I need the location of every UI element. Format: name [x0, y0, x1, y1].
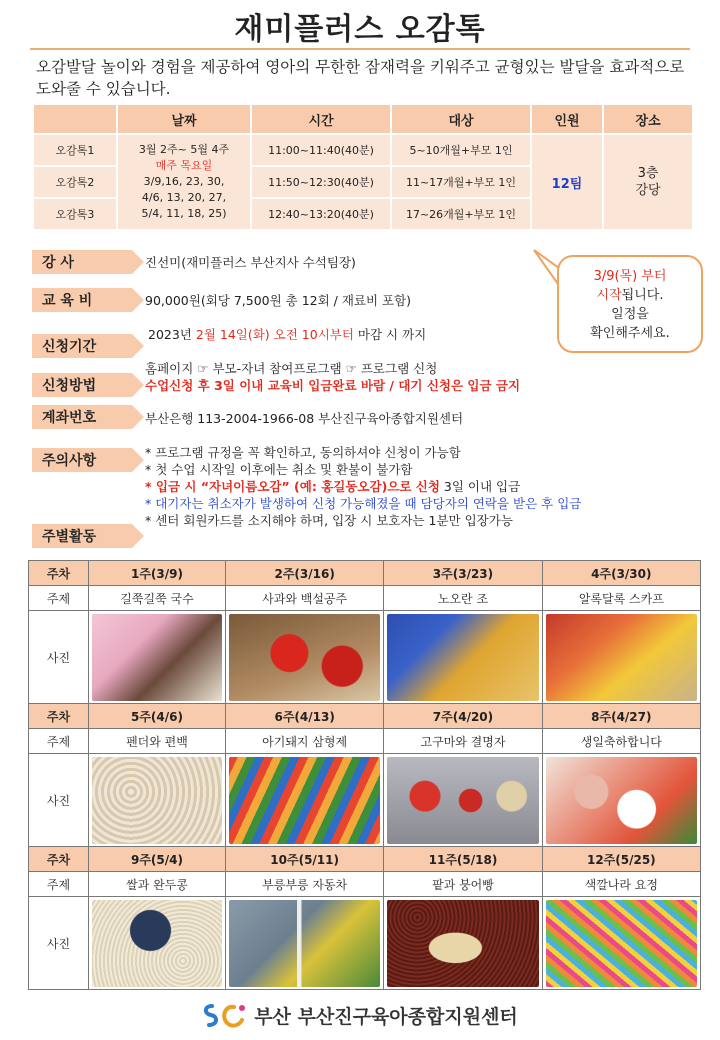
schedule-dates [117, 134, 251, 230]
theme-cell: 노오란 조 [384, 586, 542, 611]
theme-cell: 고구마와 결명자 [384, 729, 542, 754]
header-place: 장소 [603, 104, 693, 134]
photo-row-label: 사진 [29, 611, 89, 704]
theme-row [29, 729, 701, 754]
header-capacity: 인원 [531, 104, 603, 134]
footer [0, 1000, 720, 1030]
week-cell: 2주(3/16) [225, 561, 383, 586]
dates-line-1: 3/9,16, 23, 30, [143, 175, 225, 188]
photo-row [29, 611, 701, 704]
week-cell: 11주(5/18) [384, 847, 542, 872]
intro-text: 오감발달 놀이와 경험을 제공하여 영아의 무한한 잠재력을 키워주고 균형있는 발달을 효과적으로 도와줄 수 있습니다. [36, 58, 685, 98]
schedule-table [32, 103, 694, 231]
class-target: 11~17개월+부모 1인 [391, 166, 531, 198]
theme-cell: 길쭉길쭉 국수 [89, 586, 226, 611]
schedule-corner [33, 104, 117, 134]
start-date-bubble [557, 255, 703, 353]
week-cell: 8주(4/27) [542, 704, 700, 729]
week-cell: 7주(4/20) [384, 704, 542, 729]
fee-value: 90,000원(회당 7,500원 총 12회 / 재료비 포함) [145, 293, 412, 308]
theme-cell: 색깔나라 요정 [542, 872, 700, 897]
notice-item: * 프로그램 규정을 꼭 확인하고, 동의하셔야 신청이 가능함 [145, 445, 461, 460]
class-name: 오감톡1 [33, 134, 117, 166]
dates-line-2: 4/6, 13, 20, 27, [141, 191, 227, 204]
notice-item: * 센터 회원카드를 소지해야 하며, 입장 시 보호자는 1분만 입장가능 [145, 513, 513, 528]
photo-rice-peas [92, 900, 222, 987]
class-time: 12:40~13:20(40분) [251, 198, 391, 230]
photo-row-label: 사진 [29, 754, 89, 847]
notice-label: 주의사항 [32, 448, 132, 472]
schedule-header-row [33, 104, 693, 134]
theme-cell: 펜더와 편백 [89, 729, 226, 754]
week-cell: 6주(4/13) [225, 704, 383, 729]
notice-item: * 대기자는 취소자가 발생하여 신청 가능해졌을 때 담당자의 연락을 받은 후 입금 [145, 496, 582, 511]
place-line-2: 강당 [635, 183, 661, 198]
notice-deposit-rule: * 입금 시 “자녀이름오감” (예: 홍길동오감)으로 신청 [145, 479, 440, 494]
bubble-line-2-rest: 됩니다. [621, 288, 664, 303]
photo-cell [89, 897, 226, 990]
period-label: 신청기간 [32, 334, 132, 358]
week-cell: 10주(5/11) [225, 847, 383, 872]
period-value [148, 326, 426, 343]
week-row [29, 847, 701, 872]
instructor-value: 진선미(재미플러스 부산지사 수석팀장) [145, 255, 356, 270]
photo-cell [542, 611, 700, 704]
notice-item [145, 478, 581, 495]
theme-row [29, 872, 701, 897]
notice-list [145, 444, 581, 529]
photo-dolls [387, 757, 538, 844]
bubble-line-4: 확인해주세요. [590, 326, 670, 341]
bubble-line-3: 일정을 [611, 307, 649, 322]
week-row-label: 주차 [29, 847, 89, 872]
week-row-label: 주차 [29, 704, 89, 729]
photo-cypress [92, 757, 222, 844]
photo-cell [89, 611, 226, 704]
instructor-label: 강 사 [32, 250, 132, 274]
day-of-week: 매주 목요일 [155, 159, 213, 172]
photo-cell [89, 754, 226, 847]
header-time: 시간 [251, 104, 391, 134]
method-label: 신청방법 [32, 373, 132, 397]
footer-org-name: 부산 부산진구육아종합지원센터 [254, 1005, 518, 1028]
method-line-2: 수업신청 후 3일 이내 교육비 입금완료 바람 / 대기 신청은 입금 금지 [145, 378, 521, 393]
week-row-label: 주차 [29, 561, 89, 586]
method-line-1: 홈페이지 ☞ 부모-자녀 참여프로그램 ☞ 프로그램 신청 [145, 361, 438, 376]
header-target: 대상 [391, 104, 531, 134]
theme-cell: 아기돼지 삼형제 [225, 729, 383, 754]
period-year: 2023년 [148, 327, 196, 342]
photo-cell [542, 754, 700, 847]
week-row [29, 704, 701, 729]
class-target: 5~10개월+부모 1인 [391, 134, 531, 166]
notice-deposit-deadline: 3일 이내 입금 [439, 479, 521, 494]
header-date: 날짜 [117, 104, 251, 134]
theme-row-label: 주제 [29, 729, 89, 754]
theme-row-label: 주제 [29, 586, 89, 611]
photo-cell [225, 754, 383, 847]
week-cell: 9주(5/4) [89, 847, 226, 872]
photo-fish-bread [387, 900, 538, 987]
photo-row [29, 754, 701, 847]
photo-color-strips [546, 900, 697, 987]
photo-noodles [92, 614, 222, 701]
photo-cell [225, 897, 383, 990]
dates-line-3: 5/4, 11, 18, 25) [141, 207, 227, 220]
page-title: 재미플러스 오감톡 [234, 12, 486, 47]
weekly-table [28, 560, 701, 990]
photo-cell [225, 611, 383, 704]
weekly-label: 주별활동 [32, 524, 132, 548]
theme-row-label: 주제 [29, 872, 89, 897]
photo-millet [387, 614, 538, 701]
week-cell: 12주(5/25) [542, 847, 700, 872]
fee-label: 교 육 비 [32, 288, 132, 312]
theme-cell: 알록달록 스카프 [542, 586, 700, 611]
week-cell: 3주(3/23) [384, 561, 542, 586]
class-time: 11:00~11:40(40분) [251, 134, 391, 166]
photo-cars [229, 900, 380, 987]
capacity-value: 12팀 [531, 134, 603, 230]
notice-item: * 첫 수업 시작일 이후에는 취소 및 환불이 불가함 [145, 462, 413, 477]
theme-row [29, 586, 701, 611]
week-cell: 1주(3/9) [89, 561, 226, 586]
theme-cell: 부릉부릉 자동차 [225, 872, 383, 897]
photo-apples [229, 614, 380, 701]
bubble-line-2 [559, 286, 701, 305]
title-divider [30, 48, 690, 50]
account-label: 계좌번호 [32, 405, 132, 429]
photo-cell [542, 897, 700, 990]
period-end: 마감 시 까지 [353, 327, 427, 342]
sc-logo-icon [202, 1000, 248, 1030]
class-name: 오감톡2 [33, 166, 117, 198]
method-value [145, 360, 520, 394]
theme-cell: 쌀과 완두콩 [89, 872, 226, 897]
date-range: 3월 2주~ 5월 4주 [138, 143, 230, 156]
theme-cell: 팥과 붕어빵 [384, 872, 542, 897]
photo-row [29, 897, 701, 990]
photo-cell [384, 897, 542, 990]
week-cell: 5주(4/6) [89, 704, 226, 729]
week-cell: 4주(3/30) [542, 561, 700, 586]
class-time: 11:50~12:30(40분) [251, 166, 391, 198]
photo-cell [384, 754, 542, 847]
place-line-1: 3층 [637, 166, 659, 181]
class-name: 오감톡3 [33, 198, 117, 230]
schedule-row [33, 134, 693, 166]
bubble-line-1: 3/9(목) 부터 [593, 269, 667, 284]
photo-birthday [546, 757, 697, 844]
theme-cell: 사과와 백설공주 [225, 586, 383, 611]
photo-scarf [546, 614, 697, 701]
period-date: 2월 14일(화) 오전 10시부터 [195, 327, 354, 342]
photo-blocks [229, 757, 380, 844]
account-value: 부산은행 113-2004-1966-08 부산진구육아종합지원센터 [145, 411, 464, 426]
class-target: 17~26개월+부모 1인 [391, 198, 531, 230]
week-row [29, 561, 701, 586]
theme-cell: 생일축하합니다 [542, 729, 700, 754]
place-value [603, 134, 693, 230]
bubble-start-word: 시작 [596, 288, 622, 303]
photo-row-label: 사진 [29, 897, 89, 990]
photo-cell [384, 611, 542, 704]
